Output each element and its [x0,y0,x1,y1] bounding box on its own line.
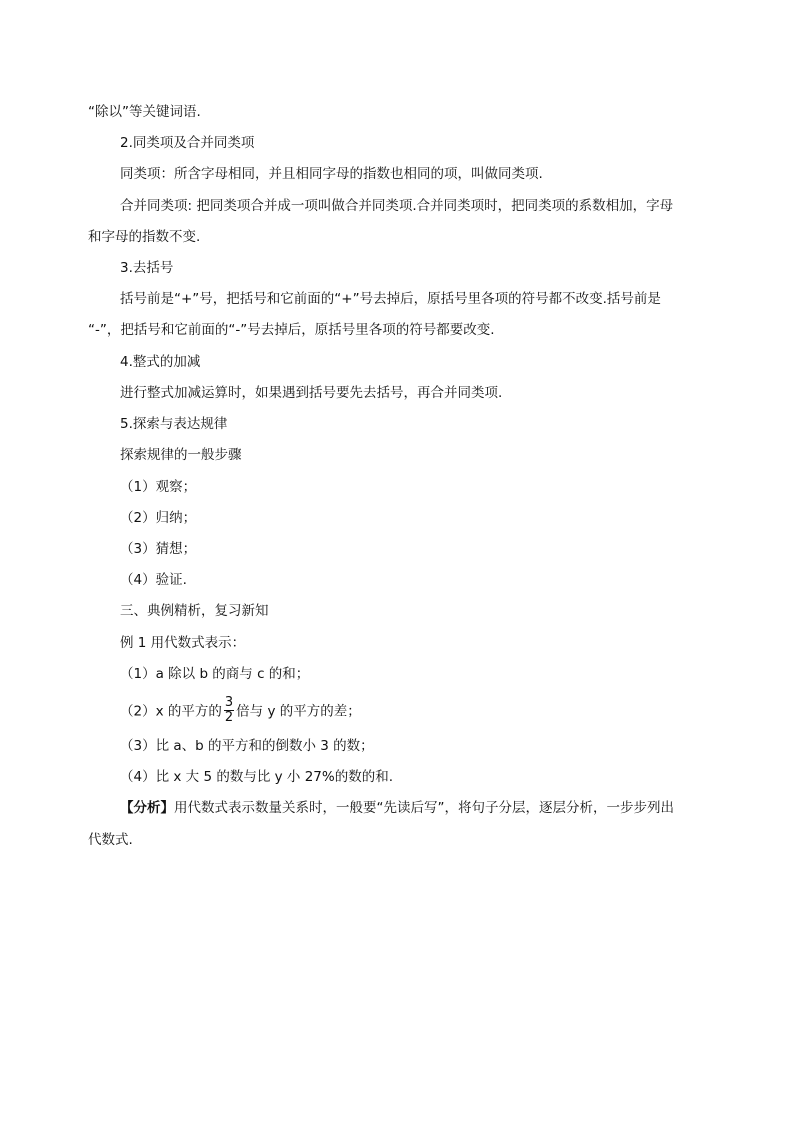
list-item: （2）归纳； [120,510,197,526]
fraction [224,696,234,725]
text-line: 代数式. [88,832,133,848]
fraction-denominator: 2 [224,710,234,725]
list-item: （4）比 x 大 5 的数与比 y 小 27%的数的和. [120,769,393,785]
text-line: 括号前是“+”号，把括号和它前面的“+”号去掉后，原括号里各项的符号都不改变.括号前是 [120,291,661,307]
section-heading: 三、典例精析，复习新知 [120,603,269,619]
list-item: （1）a 除以 b 的商与 c 的和； [120,666,310,682]
list-item [120,697,361,726]
analysis-line [120,798,674,818]
text-segment: 倍与 y 的平方的差； [236,703,361,720]
text-line: “除以”等关键词语. [88,104,201,120]
analysis-label: 【分析】 [120,800,174,816]
list-item: （4）验证. [120,572,187,588]
text-line: 和字母的指数不变. [88,229,201,245]
text-line: “-”，把括号和它前面的“-”号去掉后，原括号里各项的符号都要改变. [88,322,495,338]
text-line: 探索规律的一般步骤 [120,447,242,463]
section-heading: 2.同类项及合并同类项 [120,135,255,151]
text-segment: 用代数式表示数量关系时，一般要“先读后写”，将句子分层，逐层分析，一步步列出 [174,800,674,816]
text-segment: （2）x 的平方的 [120,703,222,720]
text-line: 进行整式加减运算时，如果遇到括号要先去括号，再合并同类项. [120,385,503,401]
text-line: 同类项：所含字母相同，并且相同字母的指数也相同的项，叫做同类项. [120,166,543,182]
section-heading: 4.整式的加减 [120,354,201,370]
text-line: 合并同类项: 把同类项合并成一项叫做合并同类项.合并同类项时，把同类项的系数相加，字母 [120,198,674,214]
fraction-numerator: 3 [224,695,234,710]
list-item: （3）猜想； [120,541,197,557]
list-item: （3）比 a、b 的平方和的倒数小 3 的数； [120,738,374,754]
section-heading: 5.探索与表达规律 [120,416,228,432]
list-item: （1）观察； [120,479,197,495]
example-heading: 例 1 用代数式表示： [120,635,246,651]
section-heading: 3.去括号 [120,260,174,276]
